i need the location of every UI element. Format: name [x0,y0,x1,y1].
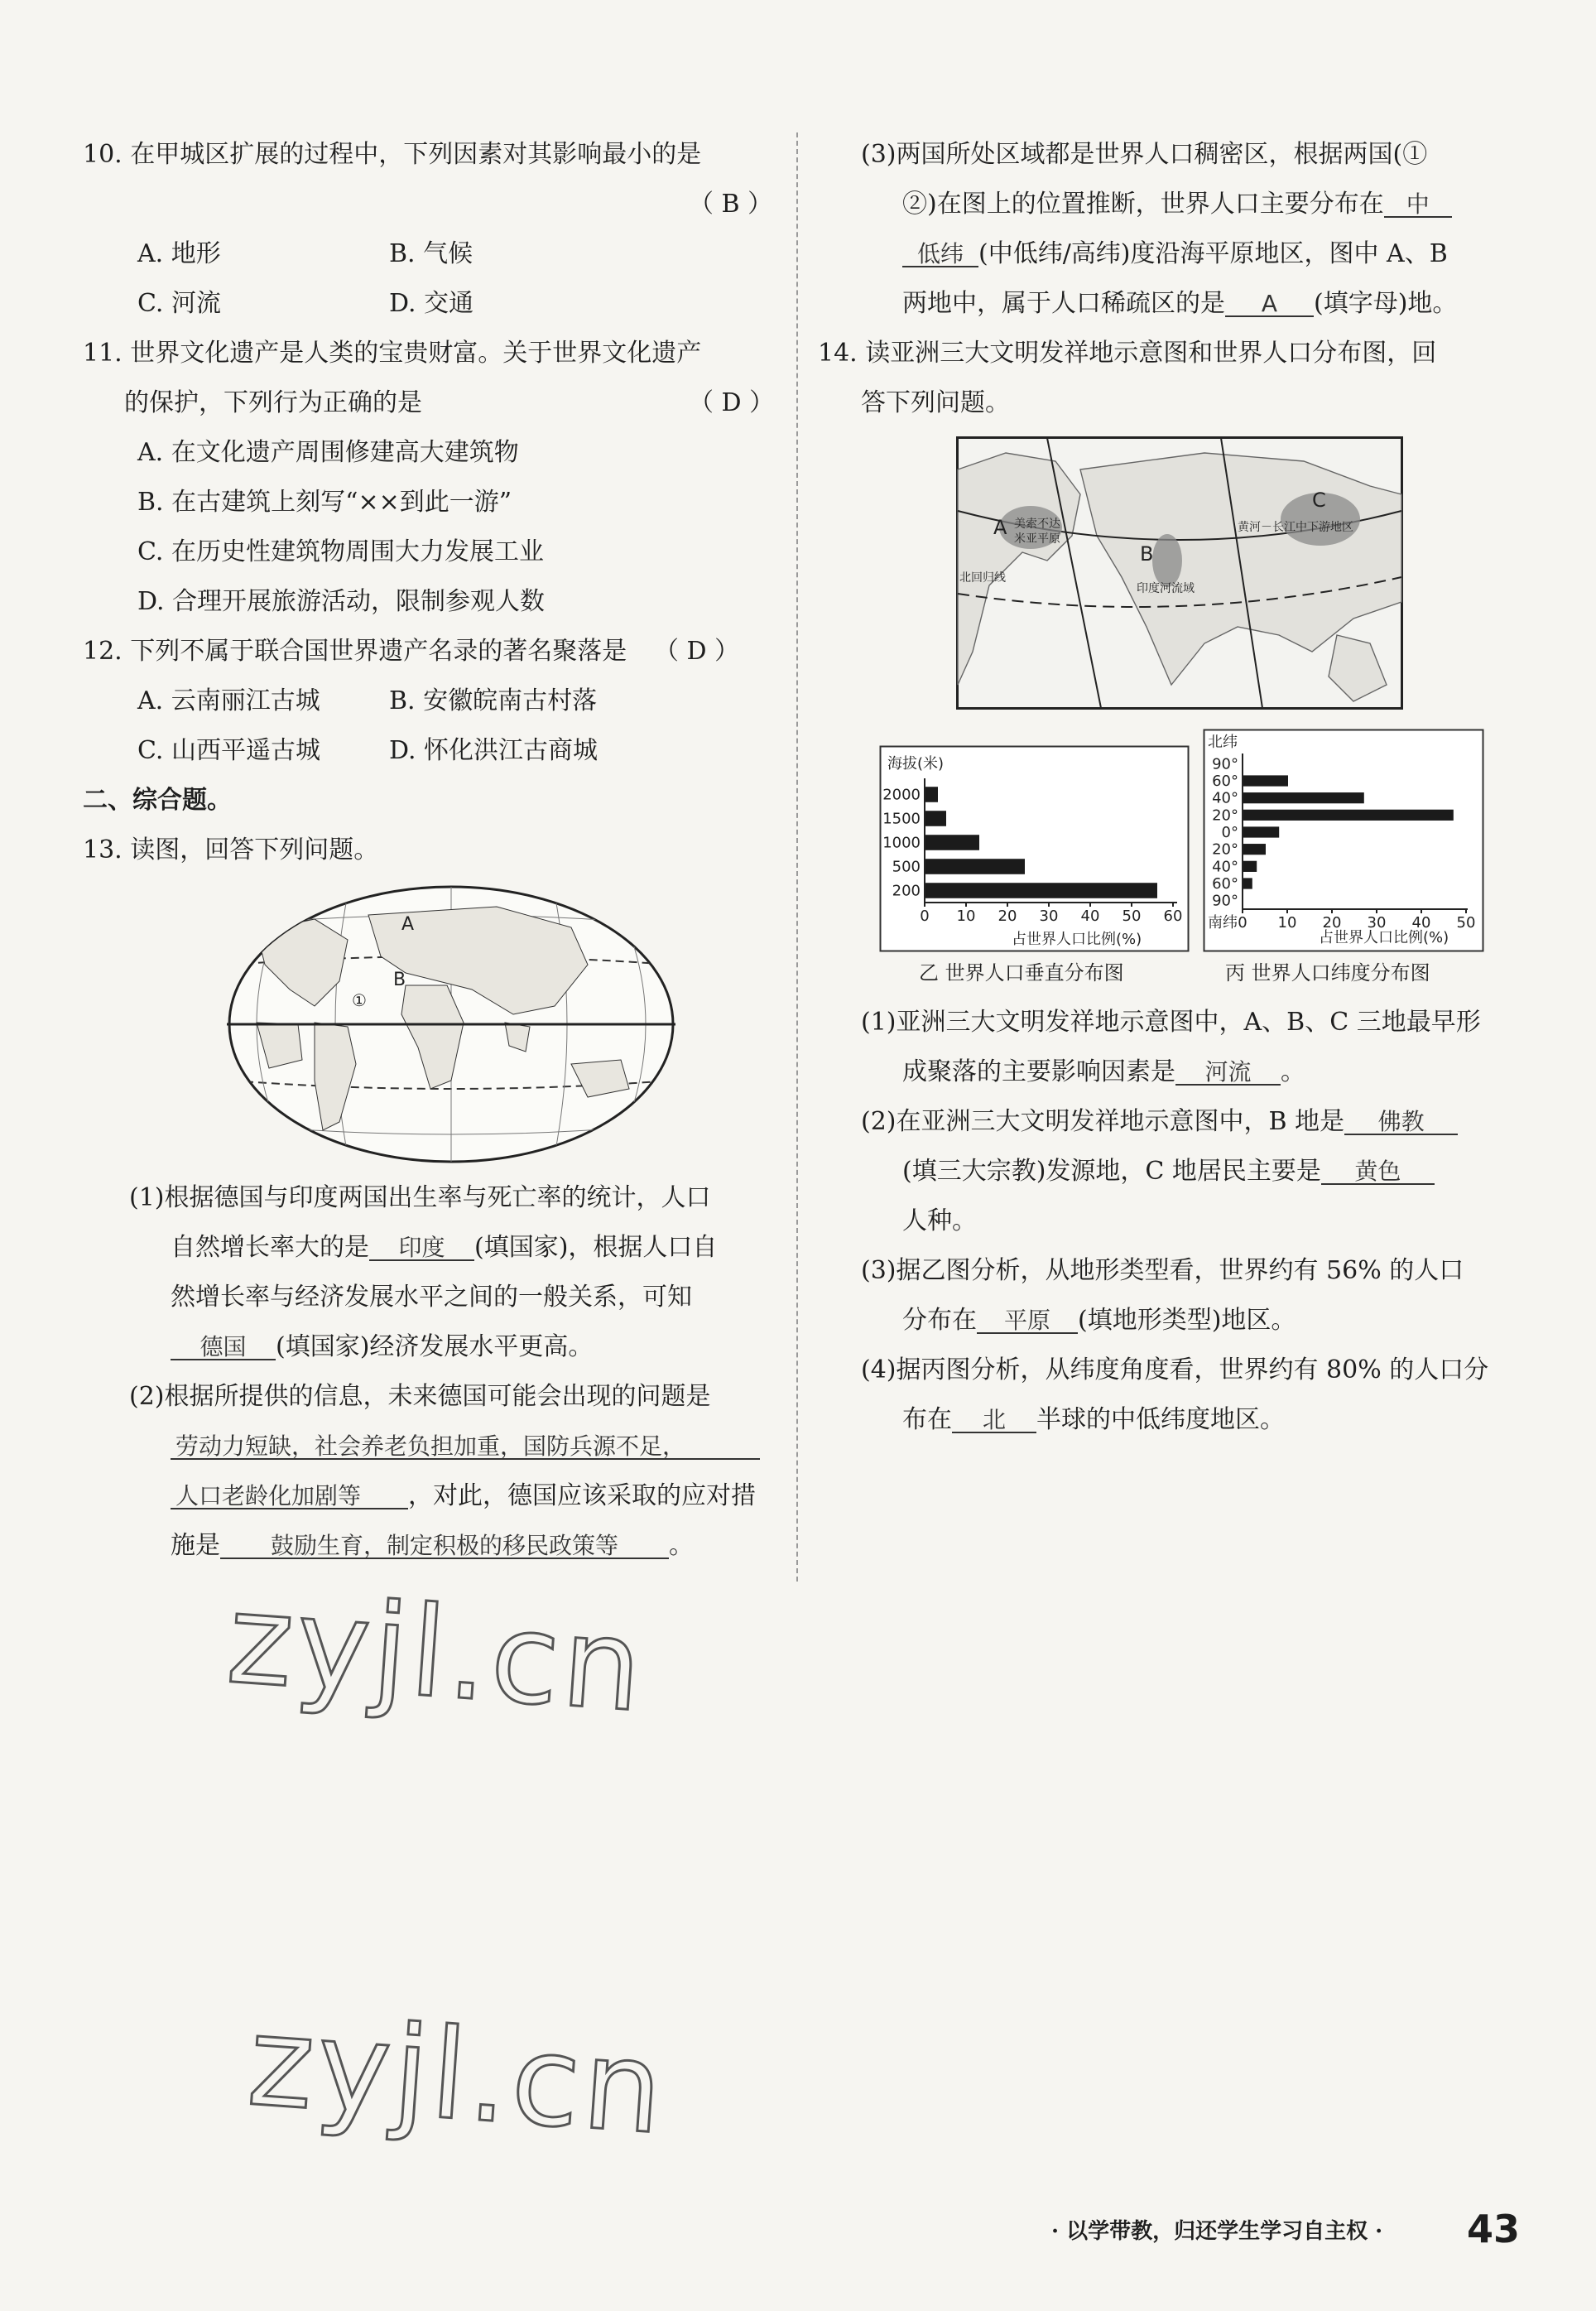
chart2-bar [1243,775,1288,786]
q13-p2-line2 [171,1434,760,1460]
chart1-tick-label: 40 [1080,908,1100,925]
asia-map-a-text1: 美索不达 [1014,518,1060,531]
q14-asia-civilization-map [956,436,1403,710]
chart2-tick-label: 50 [1456,914,1476,932]
q12-option-d: D. 怀化洪江古商城 [389,736,598,765]
chart2-bar [1243,826,1279,837]
chart1-category-label: 1000 [882,834,921,852]
chart1-tick-label: 0 [920,908,930,925]
q14-answer-north: 北 [952,1408,1036,1433]
watermark-2: zyjl.cn [243,1989,671,2163]
q10-option-c: C. 河流 [137,289,221,318]
chart-vertical-distribution [879,745,1190,952]
chart2-category-label: 60° [1212,773,1238,790]
q13-p2-line3: 人口老龄化加剧等 ，对此，德国应该采取的应对措 [171,1484,756,1509]
chart1-tick-label: 10 [956,908,976,925]
q11-option-d: D. 合理开展旅游活动，限制参观人数 [137,587,546,616]
asia-map-label-a: A [993,516,1007,539]
q14-answer-buddhism: 佛教 [1344,1110,1458,1135]
chart2-xlabel: 占世界人口比例(%) [1319,929,1449,946]
q14-p4-line1: (4)据丙图分析，从纬度角度看，世界约有 80% 的人口分 [861,1355,1489,1384]
chart2-category-label: 20° [1212,840,1238,859]
chart1-tick-label: 20 [997,908,1017,925]
footer-motto: · 以学带教，归还学生学习自主权 · [1051,2219,1383,2244]
q14-p3-line1: (3)据乙图分析，从地形类型看，世界约有 56% 的人口 [861,1256,1464,1285]
q14-p4-line2: 布在 北 半球的中低纬度地区。 [902,1405,1285,1434]
q13-p1-line1: (1)根据德国与印度两国出生率与死亡率的统计，人口 [129,1183,711,1212]
q11-option-b: B. 在古建筑上刻写“××到此一游” [137,488,512,517]
q13-p2-line4: 施是 鼓励生育，制定积极的移民政策等 。 [171,1531,694,1560]
q13-p3-line4: 两地中，属于人口稀疏区的是 A (填字母)地。 [902,289,1458,318]
asia-map-b-text: 印度河流域 [1137,582,1195,595]
chart2-bar [1243,861,1257,872]
q10-option-b: B. 气候 [389,239,474,268]
q13-p3-line1: (3)两国所处区域都是世界人口稠密区，根据两国(① [861,140,1428,169]
chart1-bar [925,883,1157,898]
map-label-a: A [401,914,415,935]
chart2-bar [1243,844,1266,855]
q13-p3-line2: ②)在图上的位置推断，世界人口主要分布在 中 [902,192,1452,218]
q14-p2-line1: (2)在亚洲三大文明发祥地示意图中，B 地是 佛教 [861,1110,1458,1135]
chart-latitude-distribution [1203,729,1484,952]
column-divider [796,132,798,1582]
q13-p1-line4: 德国 (填国家)经济发展水平更高。 [171,1335,593,1360]
chart2-category-label: 90° [1212,892,1238,910]
q14-answer-yellow: 黄色 [1321,1160,1435,1185]
q13-answer-sparse: A [1225,292,1314,317]
q10-option-a: A. 地形 [137,239,221,268]
chart1-bar [925,859,1025,874]
q13-answer-mid-a: 中 [1384,193,1452,218]
q10-answer: （ B ） [689,190,773,219]
chart2-category-label: 60° [1212,875,1238,893]
asia-map-a-text2: 米亚平原 [1014,532,1060,546]
chart1-category-label: 500 [892,858,921,876]
chart2-category-label: 90° [1212,755,1238,773]
q11-answer: （ D ） [689,388,775,417]
q14-answer-river: 河流 [1175,1061,1281,1086]
page-number: 43 [1467,2207,1521,2251]
q13-stem: 13. 读图，回答下列问题。 [83,835,379,864]
q13-p3-line3: 低纬 (中低纬/高纬)度沿海平原地区，图中 A、B [902,242,1448,267]
chart2-ylabel-north: 北纬 [1208,734,1238,751]
map-label-b: B [393,970,406,990]
q14-stem-line1: 14. 读亚洲三大文明发祥地示意图和世界人口分布图，回 [818,339,1437,368]
chart2-tick-label: 10 [1277,914,1297,932]
q14-p2-line3: 人种。 [902,1206,977,1235]
chart2-tick-label: 30 [1367,914,1387,932]
chart1-tick-label: 60 [1163,908,1183,925]
q14-p1-line1: (1)亚洲三大文明发祥地示意图中，A、B、C 三地最早形 [861,1008,1481,1037]
map-label-circle-1: ① [352,990,367,1010]
q14-p2-line2: (填三大宗教)发源地，C 地居民主要是 黄色 [902,1159,1435,1185]
q10-option-d: D. 交通 [389,289,474,318]
q14-stem-line2: 答下列问题。 [861,388,1010,417]
chart2-category-label: 40° [1212,858,1238,876]
chart2-category-label: 40° [1212,789,1238,807]
chart1-category-label: 2000 [882,786,921,804]
q12-option-a: A. 云南丽江古城 [137,686,320,715]
q12-option-b: B. 安徽皖南古村落 [389,686,598,715]
chart2-bar [1243,792,1364,803]
asia-map-c-text: 黄河－长江中下游地区 [1238,521,1353,534]
section-2-heading: 二、综合题。 [83,786,232,815]
asia-map-label-b: B [1140,542,1154,566]
chart2-tick-label: 40 [1411,914,1431,932]
chart2-tick-label: 20 [1322,914,1342,932]
q10-stem: 10. 在甲城区扩展的过程中，下列因素对其影响最小的是 [83,140,702,169]
watermark-1: zyjl.cn [223,1567,650,1740]
asia-map-tropic-label: 北回归线 [959,571,1006,585]
q13-p1-line2: 自然增长率大的是 印度 (填国家)，根据人口自 [171,1233,718,1262]
q12-answer: （ D ） [654,637,740,666]
q13-answer-germany: 德国 [171,1336,276,1360]
q11-stem-line2: 的保护，下列行为正确的是 [124,388,422,417]
asia-map-label-c: C [1312,489,1326,512]
chart2-ylabel-south: 南纬 [1208,914,1238,932]
q11-option-a: A. 在文化遗产周围修建高大建筑物 [137,438,519,467]
chart1-bar [925,787,938,802]
q11-stem-line1: 11. 世界文化遗产是人类的宝贵财富。关于世界文化遗产 [83,339,702,368]
chart1-bar [925,811,946,826]
chart1-bar [925,835,979,850]
chart1-tick-label: 50 [1122,908,1142,925]
q13-answer-problems-b: 人口老龄化加剧等 [171,1485,408,1509]
q14-answer-plain: 平原 [977,1309,1078,1334]
chart2-title: 丙 世界人口纬度分布图 [1225,961,1430,985]
chart2-bar [1243,878,1252,888]
chart2-bar [1243,810,1454,821]
q14-p1-line2: 成聚落的主要影响因素是 河流 。 [902,1057,1305,1086]
q13-answer-measures: 鼓励生育，制定积极的移民政策等 [220,1534,669,1559]
q13-answer-mid-b: 低纬 [902,243,978,267]
chart1-ylabel: 海拔(米) [887,755,945,773]
chart1-category-label: 200 [892,882,921,900]
q13-p1-line3: 然增长率与经济发展水平之间的一般关系，可知 [171,1283,692,1312]
q12-option-c: C. 山西平遥古城 [137,736,320,765]
q13-answer-problems-a: 劳动力短缺，社会养老负担加重，国防兵源不足， [171,1435,760,1460]
chart1-title: 乙 世界人口垂直分布图 [919,961,1124,985]
chart1-tick-label: 30 [1039,908,1059,925]
q13-answer-india: 印度 [369,1236,474,1261]
q13-world-map [224,882,679,1168]
chart1-xlabel: 占世界人口比例(%) [1012,931,1142,948]
chart2-tick-label: 0 [1238,914,1247,932]
chart2-category-label: 0° [1221,824,1238,841]
q14-p3-line2: 分布在 平原 (填地形类型)地区。 [902,1306,1296,1335]
q12-stem: 12. 下列不属于联合国世界遗产名录的著名聚落是 [83,637,627,666]
q11-option-c: C. 在历史性建筑物周围大力发展工业 [137,537,544,566]
chart2-category-label: 20° [1212,806,1238,825]
q13-p2-line1: (2)根据所提供的信息，未来德国可能会出现的问题是 [129,1382,711,1411]
chart1-category-label: 1500 [882,810,921,828]
